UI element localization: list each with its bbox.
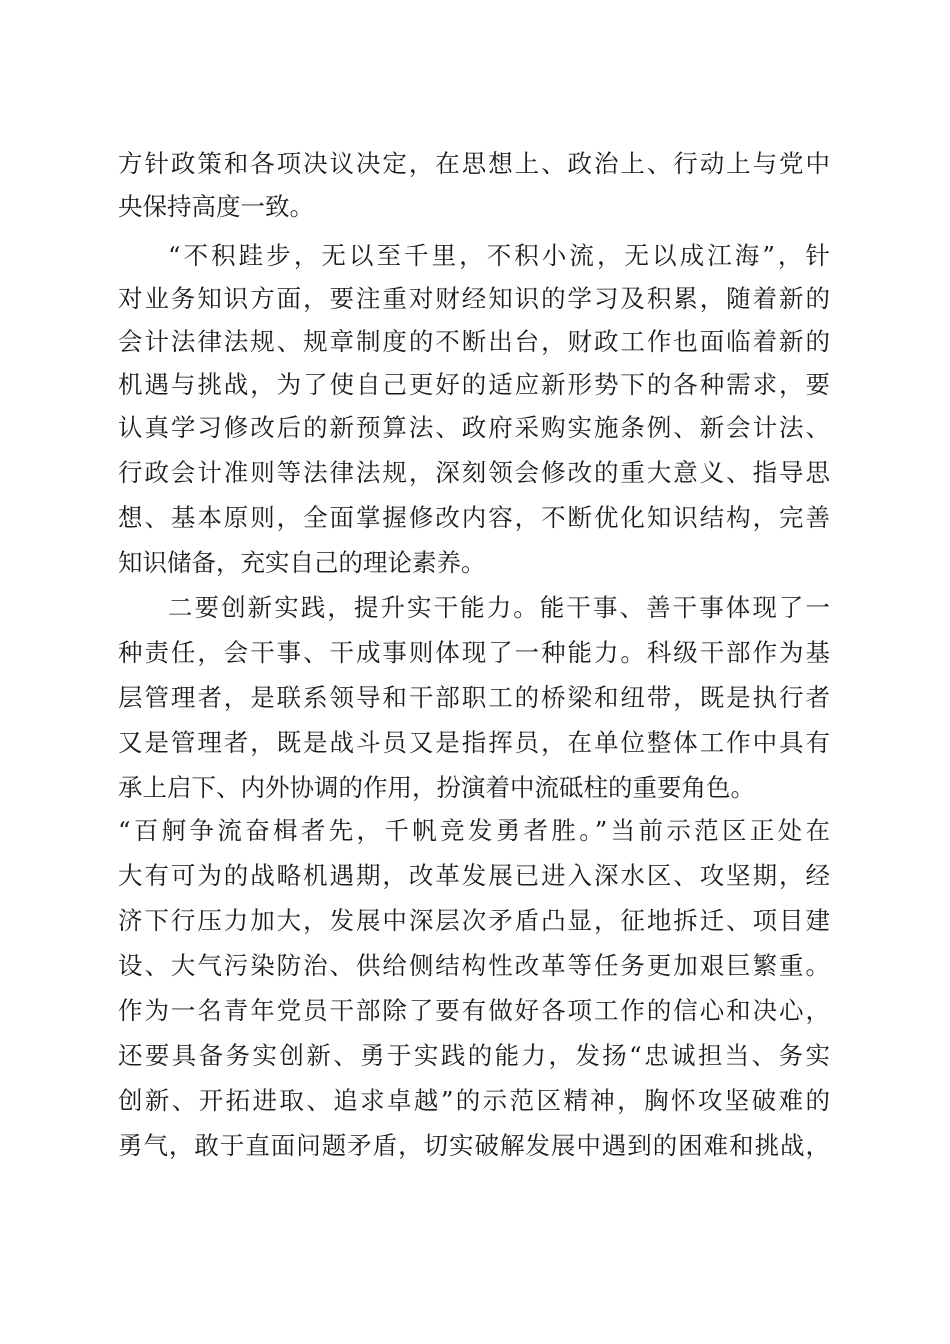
text-line: 作为一名青年党员干部除了要有做好各项工作的信心和决心， bbox=[118, 996, 830, 1025]
text-line: 大有可为的战略机遇期，改革发展已进入深水区、攻坚期，经 bbox=[118, 861, 830, 890]
text-line: 行政会计准则等法律法规，深刻领会修改的重大意义、指导思 bbox=[118, 458, 830, 487]
text-line: 知识储备，充实自己的理论素养。 bbox=[118, 548, 486, 577]
text-line: 层管理者，是联系领导和干部职工的桥梁和纽带，既是执行者 bbox=[118, 683, 830, 712]
text-line: 认真学习修改后的新预算法、政府采购实施条例、新会计法、 bbox=[118, 413, 830, 442]
text-line: 又是管理者，既是战斗员又是指挥员，在单位整体工作中具有 bbox=[118, 728, 830, 757]
text-line: “百舸争流奋楫者先，千帆竞发勇者胜。”当前示范区正处在 bbox=[118, 816, 830, 845]
text-line: 会计法律法规、规章制度的不断出台，财政工作也面临着新的 bbox=[118, 327, 830, 356]
text-line: 创新、开拓进取、追求卓越”的示范区精神，胸怀攻坚破难的 bbox=[118, 1086, 830, 1115]
text-line: 勇气，敢于直面问题矛盾，切实破解发展中遇到的困难和挑战， bbox=[118, 1131, 830, 1160]
text-line: 对业务知识方面，要注重对财经知识的学习及积累，随着新的 bbox=[118, 284, 830, 313]
text-line: 还要具备务实创新、勇于实践的能力，发扬“忠诚担当、务实 bbox=[118, 1041, 830, 1070]
text-line: 种责任，会干事、干成事则体现了一种能力。科级干部作为基 bbox=[118, 638, 830, 667]
text-line: 设、大气污染防治、供给侧结构性改革等任务更加艰巨繁重。 bbox=[118, 951, 830, 980]
paragraph-first-line: “不积跬步，无以至千里，不积小流，无以成江海”，针 bbox=[168, 241, 830, 270]
text-line: 想、基本原则，全面掌握修改内容，不断优化知识结构，完善 bbox=[118, 503, 830, 532]
paragraph-first-line: 二要创新实践，提升实干能力。能干事、善干事体现了一 bbox=[168, 593, 830, 622]
text-line: 承上启下、内外协调的作用，扮演着中流砥柱的重要角色。 bbox=[118, 773, 755, 802]
text-line: 央保持高度一致。 bbox=[118, 192, 314, 221]
text-line: 济下行压力加大，发展中深层次矛盾凸显，征地拆迁、项目建 bbox=[118, 906, 830, 935]
text-line: 机遇与挑战，为了使自己更好的适应新形势下的各种需求，要 bbox=[118, 370, 830, 399]
text-line: 方针政策和各项决议决定，在思想上、政治上、行动上与党中 bbox=[118, 149, 830, 178]
